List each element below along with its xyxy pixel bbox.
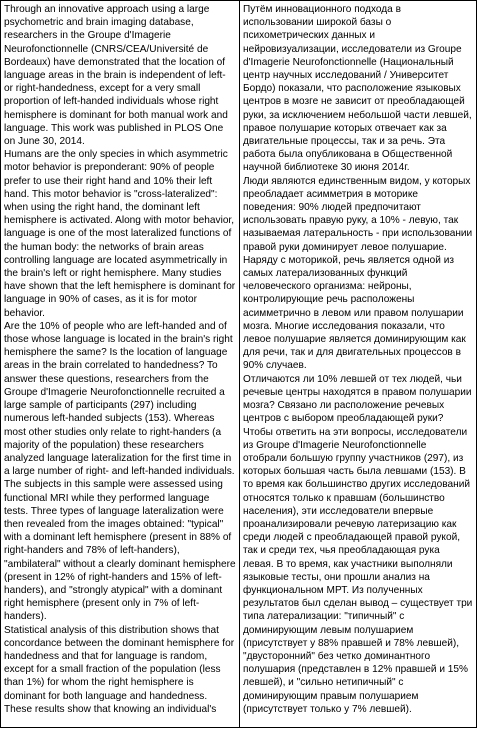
english-paragraph-3: Are the 10% of people who are left-handed and of those whose language is located in the brain's right hemisphere the same? Is the location of language areas in the brain correlated to handedness? To answer these questions, researchers from the Groupe d'Imagerie Neurofonctionnelle recruited a large sample of participants (297) including numerous left-handed subjects (153). Whereas most other studies only relate to right-handers (a majority of the population) these researchers analyzed language lateralization for the first time in a large number of right- and left-handed individuals. The subjects in this sample were assessed using functional MRI while they performed language tests. Three types of language lateralization were then revealed from the images obtained: "typical" with a dominant left hemisphere (present in 88% of right-handers and 78% of left-handers), "ambilateral" without a clearly dominant hemisphere (present in 12% of right-handers and 15% of left-handers), and "strongly atypical" with a dominant right hemisphere (present only in 7% of left-handers). (4, 320, 236, 623)
english-paragraph-4: Statistical analysis of this distribution shows that concordance between the dominant hemisphere for handedness and that for language is random, except for a small fraction of the population (less than 1%) for whom the right hemisphere is dominant for both language and handedness. (4, 624, 235, 702)
russian-column (240, 1, 476, 727)
russian-paragraph-2: Люди являются единственным видом, у которых преобладает асимметрия в моторике поведения: 90% людей предпочитают использовать правую руку, а 10% - левую, так называемая латеральность - при использовании правой руки доминирует левое полушарие. Наряду с моторикой, речь является одной из самых латерализованных функций человеческого организма: нейроны, контролирующие речь расположены асимметрично в левом или правом полушарии мозга. Многие исследования показали, что левое полушарие является доминирующим как для речи, так и для двигательных процессов в 90% случаев. (243, 175, 473, 372)
english-column (1, 1, 239, 727)
russian-paragraph-3: Отличаются ли 10% левшей от тех людей, чьи речевые центры находятся в правом полушарии мозга? Связано ли расположение речевых центров с выбором преобладающей руки? Чтобы ответить на эти вопросы, исследователи из Groupe d'Imagerie Neurofonctionnelle отобрали большую группу участников (297), из которых большая часть была левшами (153). В то время как большинство других исследований относятся только к правшам (большинство населения), эти исследователи впервые проанализировали речевую латеризацию как среди людей с преобладающей правой рукой, так и среди тех, чья преобладающая рука левая. В то время, как участники выполняли языковые тесты, они прошли анализ на функциональном МРТ. Из полученных результатов был сделан вывод – существует три типа латерализации: "типичный" с доминирующим левым полушарием (присутствует у 88% правшей и 78% левшей), "двусторонний" без четко доминантного полушария (представлен в 12% правшей и 15% левшей), и "сильно нетипичный" с доминирующим правым полушарием (присутствует только у 7% левшей). (243, 373, 473, 715)
english-paragraph-1: Through an innovative approach using a large psychometric and brain imaging database, researchers in the Groupe d'Imagerie Neurofonctionnelle (CNRS/CEA/Université de Bordeaux) have demonstrated that the location of language areas in the brain is independent of left- or right-handedness, except for a very small proportion of left-handed individuals whose right hemisphere is dominant for both manual work and language. This work was published in PLOS One on June 30, 2014. (4, 4, 228, 148)
russian-paragraph-1: Путём инновационного подхода в использовании широкой базы о психометрических данных и нейровизуализации, исследователи из Groupe d'Imagerie Neurofonctionnelle (Национальный центр научных исследований / Университет Бордо) показали, что расположение языковых центров в мозге не зависит от преобладающей руки, за исключением небольшой части левшей, правое полушарие которых отвечает как за двигательные процессы, так и за речь. Эта работа была опубликована в Общественной научной библиотеке 30 июня 2014г. (243, 4, 472, 174)
english-paragraph-5: These results show that knowing an individual's (4, 703, 217, 715)
english-paragraph-2: Humans are the only species in which asymmetric motor behavior is preponderant: 90% of people prefer to use their right hand and 10% their left hand. This motor behavior is "cross-lateralized": when using the right hand, the dominant left hemisphere is activated. Along with motor behavior, language is one of the most lateralized functions of the human body: the networks of brain areas controlling language are located asymmetrically in the brain's left or right hemisphere. Many studies have shown that the left hemisphere is dominant for language in 90% of cases, as it is for motor behavior. (4, 149, 236, 319)
